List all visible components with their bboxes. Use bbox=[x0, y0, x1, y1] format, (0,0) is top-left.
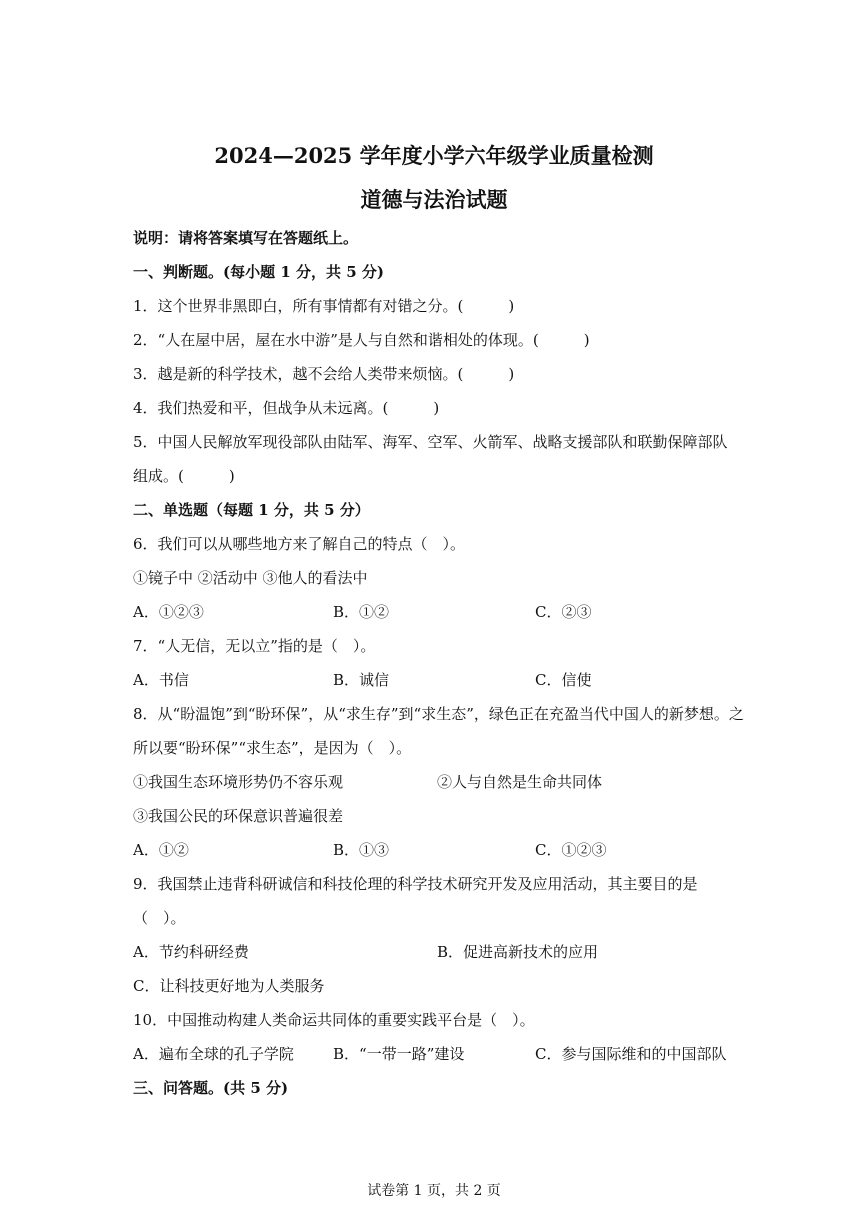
question-2: 2．“人在屋中居，屋在水中游”是人与自然和谐相处的体现。( ) bbox=[133, 331, 590, 349]
q7-option-c: C．信使 bbox=[535, 671, 592, 689]
question-6: 6．我们可以从哪些地方来了解自己的特点（ ）。 bbox=[133, 535, 466, 553]
q10-option-b: B．“一带一路”建设 bbox=[333, 1045, 465, 1063]
question-8: 8．从“盼温饱”到“盼环保”，从“求生存”到“求生态”，绿色正在充盈当代中国人的新梦想。之 bbox=[133, 705, 744, 723]
q9-option-a: A．节约科研经费 bbox=[133, 943, 249, 961]
q8-choice-1: ①我国生态环境形势仍不容乐观 bbox=[133, 773, 344, 791]
q10-option-c: C．参与国际维和的中国部队 bbox=[535, 1045, 727, 1063]
q8-option-a: A．①② bbox=[133, 841, 189, 859]
q8-choice-3: ③我国公民的环保意识普遍很差 bbox=[133, 807, 344, 825]
q8-choice-2: ②人与自然是生命共同体 bbox=[437, 773, 603, 791]
question-9-cont: （ ）。 bbox=[133, 909, 186, 927]
q8-option-b: B．①③ bbox=[333, 841, 390, 859]
question-9: 9．我国禁止违背科研诚信和科技伦理的科学技术研究开发及应用活动，其主要目的是 bbox=[133, 875, 698, 893]
q9-option-c: C．让科技更好地为人类服务 bbox=[133, 977, 325, 995]
q10-option-a: A．遍布全球的孔子学院 bbox=[133, 1045, 294, 1063]
page-subtitle: 道德与法治试题 bbox=[360, 187, 508, 212]
q7-option-a: A．书信 bbox=[133, 671, 189, 689]
q9-option-b: B．促进高新技术的应用 bbox=[437, 943, 599, 961]
question-7: 7．“人无信，无以立”指的是（ ）。 bbox=[133, 637, 376, 655]
q6-option-b: B．①② bbox=[333, 603, 390, 621]
q6-option-c: C．②③ bbox=[535, 603, 592, 621]
question-8-cont: 所以要“盼环保”“求生态”，是因为（ ）。 bbox=[133, 739, 412, 757]
question-3: 3．越是新的科学技术，越不会给人类带来烦恼。( ) bbox=[133, 365, 515, 383]
section-heading-single-choice: 二、单选题（每题 1 分，共 5 分） bbox=[133, 501, 370, 519]
section-heading-qa: 三、问答题。(共 5 分) bbox=[133, 1079, 289, 1097]
q6-option-a: A．①②③ bbox=[133, 603, 204, 621]
question-1: 1．这个世界非黑即白，所有事情都有对错之分。( ) bbox=[133, 297, 515, 315]
q8-option-c: C．①②③ bbox=[535, 841, 607, 859]
question-6-choices: ①镜子中 ②活动中 ③他人的看法中 bbox=[133, 569, 368, 587]
question-4: 4．我们热爱和平，但战争从未远离。( ) bbox=[133, 399, 440, 417]
instructions-note: 说明：请将答案填写在答题纸上。 bbox=[133, 229, 359, 247]
question-5: 5．中国人民解放军现役部队由陆军、海军、空军、火箭军、战略支援部队和联勤保障部队 bbox=[133, 433, 728, 451]
page-footer: 试卷第 1 页，共 2 页 bbox=[367, 1183, 501, 1199]
q7-option-b: B．诚信 bbox=[333, 671, 390, 689]
page-title: 2024—2025 学年度小学六年级学业质量检测 bbox=[214, 143, 654, 168]
question-10: 10．中国推动构建人类命运共同体的重要实践平台是（ ）。 bbox=[133, 1011, 535, 1029]
section-heading-judgement: 一、判断题。(每小题 1 分，共 5 分) bbox=[133, 263, 384, 281]
question-5-cont: 组成。( ) bbox=[133, 467, 235, 485]
